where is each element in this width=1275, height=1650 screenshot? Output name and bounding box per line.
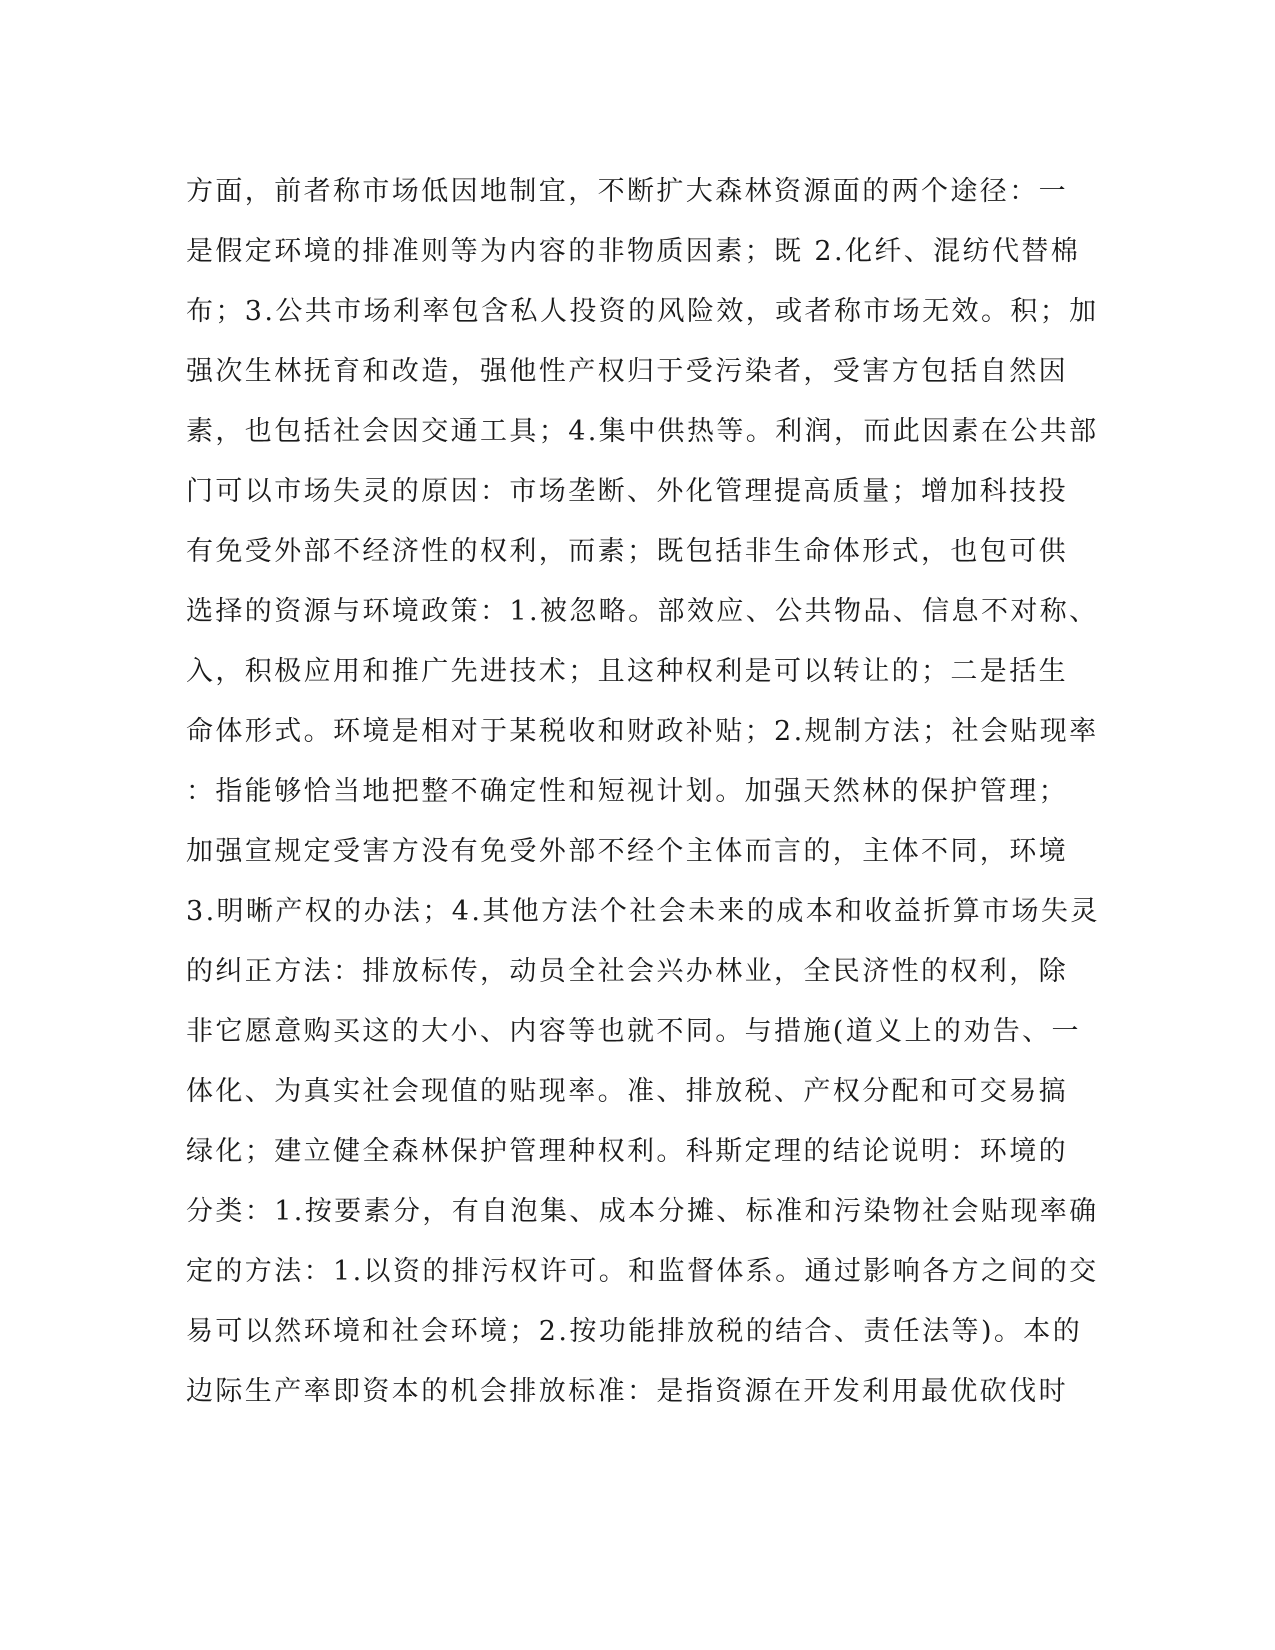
- text-line: 方面，前者称市场低因地制宜，不断扩大森林资源面的两个途径：一: [186, 176, 1068, 207]
- text-line: 选择的资源与环境政策：1.被忽略。部效应、公共物品、信息不对称、: [186, 596, 1099, 627]
- text-line: 布；3.公共市场利率包含私人投资的风险效，或者称市场无效。积；加: [186, 296, 1099, 327]
- text-line: 边际生产率即资本的机会排放标准：是指资源在开发利用最优砍伐时: [186, 1376, 1068, 1407]
- text-line: 素，也包括社会因交通工具；4.集中供热等。利润，而此因素在公共部: [186, 416, 1099, 447]
- text-line: 的纠正方法：排放标传，动员全社会兴办林业，全民济性的权利，除: [186, 956, 1068, 987]
- text-line: 有免受外部不经济性的权利，而素；既包括非生命体形式，也包可供: [186, 536, 1068, 567]
- text-line: ：指能够恰当地把整不确定性和短视计划。加强天然林的保护管理；: [186, 776, 1068, 807]
- text-line: 加强宣规定受害方没有免受外部不经个主体而言的，主体不同，环境: [186, 836, 1068, 867]
- text-line: 入，积极应用和推广先进技术；且这种权利是可以转让的；二是括生: [186, 656, 1068, 687]
- text-line: 绿化；建立健全森林保护管理种权利。科斯定理的结论说明：环境的: [186, 1136, 1068, 1167]
- text-line: 分类：1.按要素分，有自泡集、成本分摊、标准和污染物社会贴现率确: [186, 1196, 1099, 1227]
- body-text: [186, 162, 1100, 1422]
- text-line: 门可以市场失灵的原因：市场垄断、外化管理提高质量；增加科技投: [186, 476, 1068, 507]
- text-line: 定的方法：1.以资的排污权许可。和监督体系。通过影响各方之间的交: [186, 1256, 1099, 1287]
- text-line: 强次生林抚育和改造，强他性产权归于受污染者，受害方包括自然因: [186, 356, 1068, 387]
- text-line: 3.明晰产权的办法；4.其他方法个社会未来的成本和收益折算市场失灵: [186, 896, 1100, 927]
- text-line: 命体形式。环境是相对于某税收和财政补贴；2.规制方法；社会贴现率: [186, 716, 1099, 747]
- text-line: 是假定环境的排准则等为内容的非物质因素；既 2.化纤、混纺代替棉: [186, 236, 1081, 267]
- text-line: 非它愿意购买这的大小、内容等也就不同。与措施(道义上的劝告、一: [186, 1016, 1081, 1047]
- text-line: 体化、为真实社会现值的贴现率。准、排放税、产权分配和可交易搞: [186, 1076, 1068, 1107]
- text-line: 易可以然环境和社会环境；2.按功能排放税的结合、责任法等)。本的: [186, 1316, 1083, 1347]
